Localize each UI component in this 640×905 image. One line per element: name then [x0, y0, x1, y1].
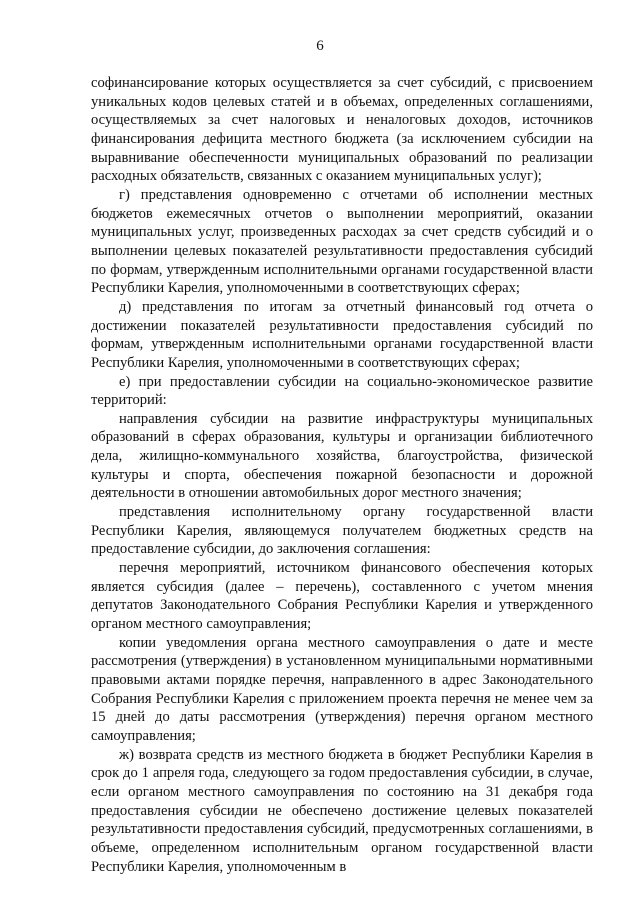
paragraph-item-d: д) представления по итогам за отчетный финансовый год отчета о достижении показателей результативности предоставления субсидий по формам, утвержденным исполнительными органами государственной власти Республики Карелия, уполномоченными в соответствующих сферах;: [91, 298, 593, 371]
paragraph-continuation: софинансирование которых осуществляется за счет субсидий, с присвоением уникальных кодов целевых статей и в объемах, определенных соглашениями, осуществляемых за счет налоговых и неналоговых доходов, источников финансирования дефицита местного бюджета (за исключением субсидии на выравнивание обеспеченности муниципальных образований по реализации расходных обязательств, связанных с оказанием муниципальных услуг);: [91, 75, 593, 185]
paragraph-subsidy-direction: направления субсидии на развитие инфраструктуры муниципальных образований в сферах образования, культуры и организации библиотечного дела, жилищно-коммунального хозяйства, благоустройства, физической культуры и спорта, обеспечения пожарной безопасности и дорожной деятельности в отношении автомобильных дорог местного значения;: [91, 410, 593, 502]
document-body: [91, 74, 593, 876]
paragraph-notice-copy: копии уведомления органа местного самоуправления о дате и месте рассмотрения (утверждения) в установленном муниципальными нормативными правовыми актами порядке перечня, направленного в адрес Законодательного Собрания Республики Карелия с приложением проекта перечня не менее чем за 15 дней до даты рассмотрения (утверждения) перечня органом местного самоуправления;: [91, 634, 593, 744]
paragraph-activity-list: перечня мероприятий, источником финансового обеспечения которых является субсидия (далее – перечень), составленного с учетом мнения депутатов Законодательного Собрания Республики Карелия и утвержденного органом местного самоуправления;: [91, 560, 593, 633]
paragraph-item-g: г) представления одновременно с отчетами об исполнении местных бюджетов ежемесячных отчетов о выполнении мероприятий, оказании муниципальных услуг, произведенных расходах за счет средств субсидий и о выполнении целевых показателей результативности предоставления субсидий по формам, утвержденным исполнительными органами государственной власти Республики Карелия, уполномоченными в соответствующих сферах;: [91, 186, 593, 297]
page-number: 6: [316, 38, 324, 54]
paragraph-item-e: е) при предоставлении субсидии на социально-экономическое развитие территорий:: [91, 373, 593, 409]
paragraph-submission: представления исполнительному органу государственной власти Республики Карелия, являющемуся получателем бюджетных средств на предоставление субсидии, до заключения соглашения:: [91, 504, 593, 558]
paragraph-item-zh: ж) возврата средств из местного бюджета в бюджет Республики Карелия в срок до 1 апреля года, следующего за годом предоставления субсидии, в случае, если органом местного самоуправления по состоянию на 31 декабря года предоставления субсидии не обеспечено достижение целевых показателей результативности предоставления субсидий, предусмотренных соглашениями, в объеме, определенном исполнительным органом государственной власти Республики Карелия, уполномоченным в: [91, 746, 593, 875]
